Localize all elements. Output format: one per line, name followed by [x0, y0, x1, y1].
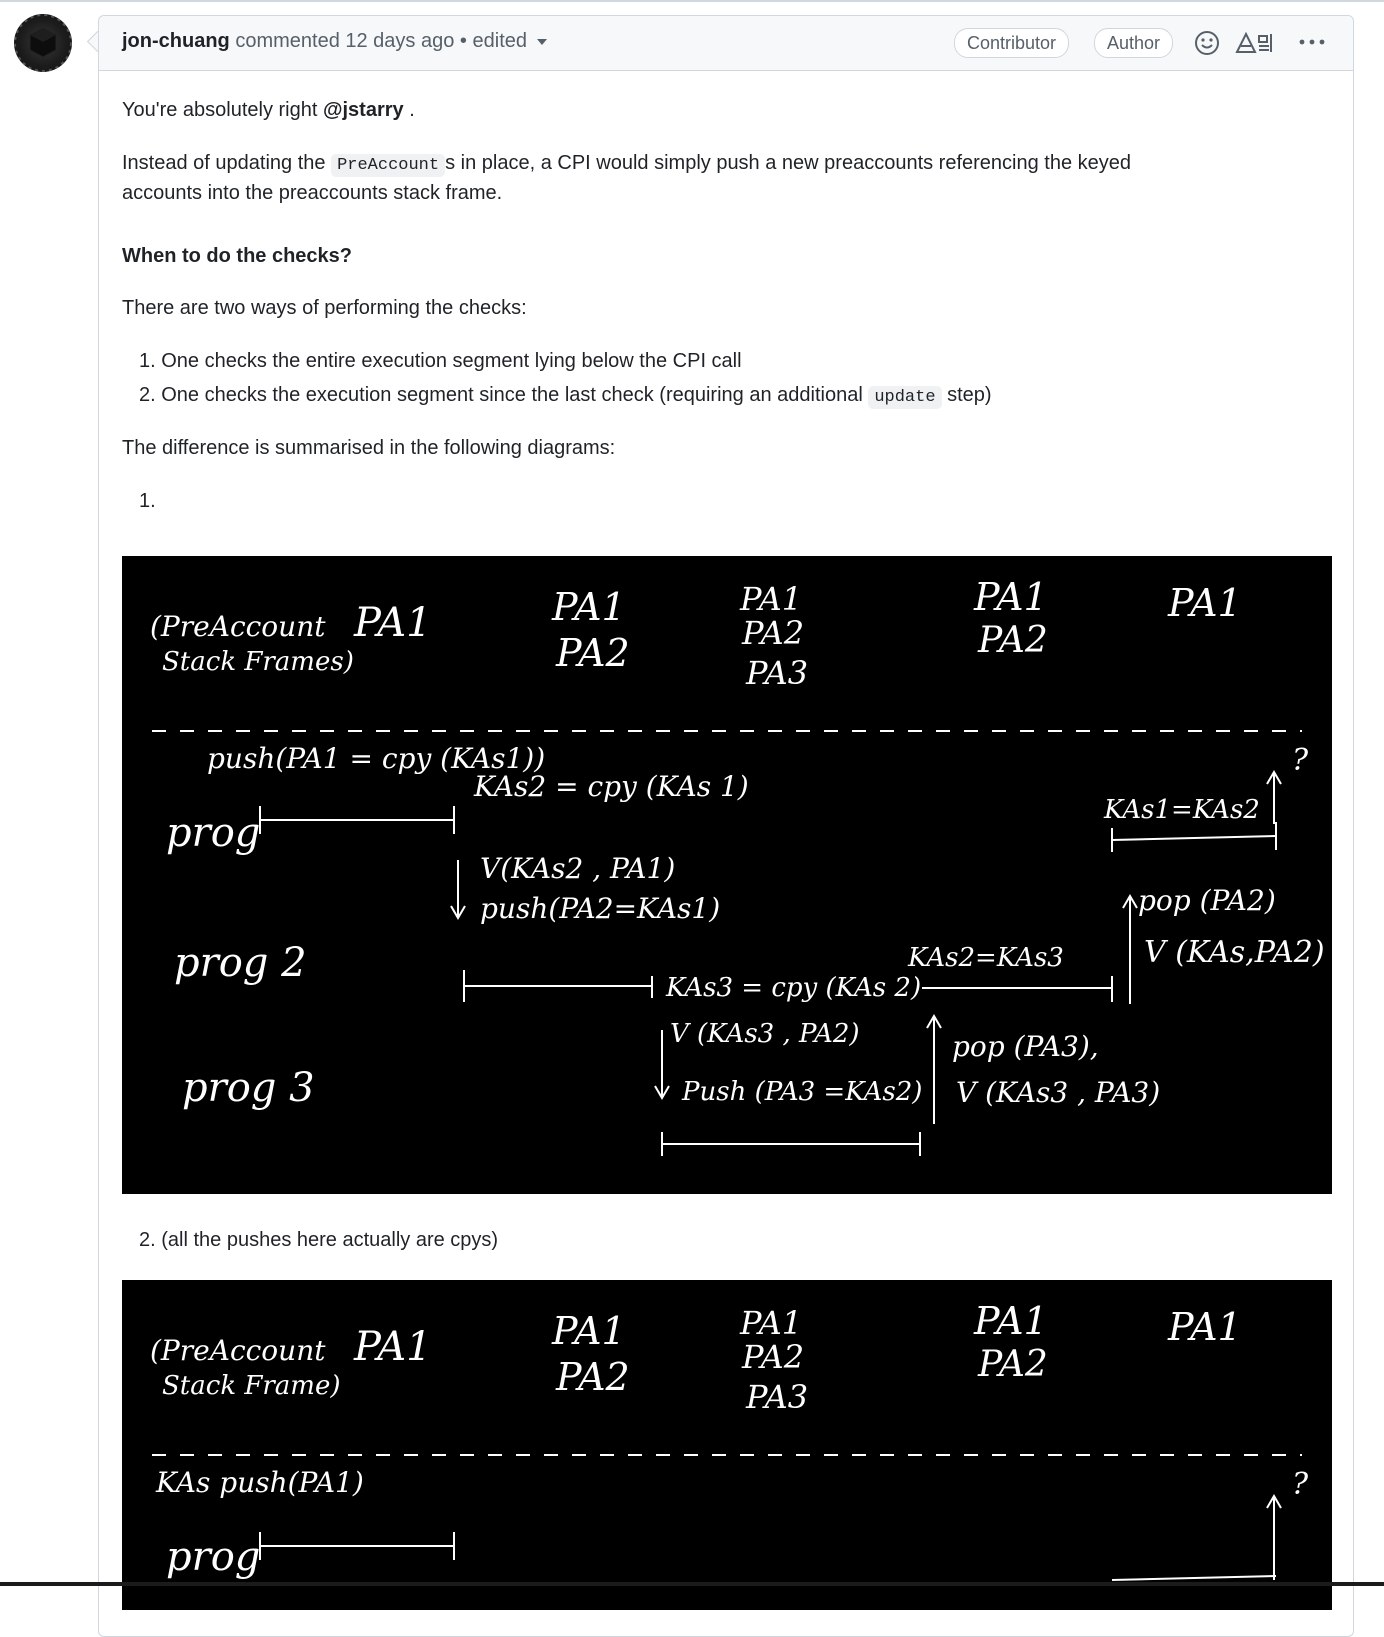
annotation-question: ?: [1292, 743, 1309, 778]
author-badge: Author: [1094, 28, 1173, 58]
prog-2-label: prog 2: [174, 940, 307, 986]
bottom-edge: [0, 1582, 1384, 1586]
smiley-icon[interactable]: [1194, 30, 1220, 56]
annotation-pop-pa2: pop (PA2): [1138, 884, 1276, 917]
more-icon[interactable]: [1297, 30, 1327, 56]
stack-col-4-pa1: PA1: [974, 575, 1048, 619]
stack-col-2-pa1: PA1: [552, 1309, 626, 1353]
author-link[interactable]: jon-chuang: [122, 30, 230, 52]
prog-1-label: prog: [166, 1534, 261, 1580]
stack-col-3-pa2: PA2: [742, 614, 805, 652]
contributor-badge: Contributor: [954, 28, 1069, 58]
list-item: 2. One checks the execution segment since the last check (requiring an additional update step): [139, 384, 992, 407]
comment-timestamp[interactable]: commented 12 days ago: [235, 30, 455, 52]
avatar[interactable]: [14, 14, 72, 72]
paragraph-2-line-2: accounts into the preaccounts stack frame.: [122, 182, 503, 204]
dot-separator: •: [459, 30, 467, 52]
annotation-kas2-eq-kas3: KAs2=KAs3: [908, 943, 1064, 973]
mention-link[interactable]: @jstarry: [323, 99, 404, 121]
annotation-kas1-eq-kas2: KAs1=KAs2: [1104, 795, 1260, 825]
stack-col-2-pa2: PA2: [556, 631, 630, 675]
stack-col-3-pa3: PA3: [746, 654, 809, 692]
inline-code: update: [868, 386, 941, 409]
prog-3-label: prog 3: [182, 1065, 315, 1111]
stack-col-2-pa1: PA1: [552, 585, 626, 629]
chevron-down-icon[interactable]: [537, 39, 547, 45]
stack-col-4-pa2: PA2: [978, 1344, 1048, 1385]
annotation-verify-kas2: V(KAs2 , PA1): [480, 852, 676, 885]
section-heading: When to do the checks?: [122, 245, 353, 267]
stack-col-1-pa1: PA1: [354, 1324, 432, 1370]
stack-col-4-pa1: PA1: [974, 1299, 1048, 1343]
annotation-verify-pa2: V (KAs,PA2): [1144, 935, 1325, 970]
prog-1-label: prog: [166, 810, 261, 856]
paragraph-2: Instead of updating the PreAccount s in place, a CPI would simply push a new preaccounts referencing the keyed: [122, 152, 1132, 175]
annotation-pop-pa3: pop (PA3),: [952, 1030, 1099, 1063]
annotation-question: ?: [1292, 1467, 1309, 1502]
paragraph-3: There are two ways of performing the checks:: [122, 297, 527, 319]
paragraph-1: You're absolutely right @jstarry .: [122, 99, 415, 121]
top-divider: [0, 0, 1384, 2]
diagram-list-item-2: 2. (all the pushes here actually are cpys): [139, 1229, 499, 1251]
stack-label-line-1: (PreAccount: [150, 610, 326, 643]
stack-col-4-pa2: PA2: [978, 620, 1048, 661]
paragraph-4: The difference is summarised in the following diagrams:: [122, 437, 616, 459]
stack-col-3-pa2: PA2: [742, 1338, 805, 1376]
annotation-kas2-cpy: KAs2 = cpy (KAs 1): [474, 770, 749, 803]
stack-label-line-2: Stack Frame): [162, 1371, 341, 1401]
stack-col-3-pa3: PA3: [746, 1378, 809, 1416]
annotation-push-pa2: push(PA2=KAs1): [480, 892, 721, 925]
diagram-2-image: [122, 1280, 1332, 1610]
comment-box: [98, 15, 1354, 1637]
stack-col-5-pa1: PA1: [1168, 581, 1242, 625]
annotation-kas3-cpy: KAs3 = cpy (KAs 2): [666, 973, 922, 1003]
execution-segments: [260, 1496, 1281, 1580]
list-item: 1. One checks the entire execution segment lying below the CPI call: [139, 350, 742, 372]
diagram-1-image: [122, 556, 1332, 1194]
annotation-push-pa3: Push (PA3 =KAs2): [682, 1077, 923, 1107]
stack-col-3-pa1: PA1: [740, 580, 803, 618]
stack-col-1-pa1: PA1: [354, 600, 432, 646]
annotation-kas-push-pa1: KAs push(PA1): [156, 1466, 364, 1499]
stack-label-line-1: (PreAccount: [150, 1334, 326, 1367]
stack-label-line-2: Stack Frames): [162, 647, 354, 677]
edited-dropdown[interactable]: edited: [472, 30, 527, 52]
diagram-list-number-1: 1.: [139, 490, 156, 512]
inline-code: PreAccount: [331, 154, 445, 177]
comment-meta: [122, 30, 547, 53]
stack-col-5-pa1: PA1: [1168, 1305, 1242, 1349]
annotation-verify-kas3: V (KAs3 , PA2): [670, 1019, 860, 1049]
annotation-push-pa1: push(PA1 = cpy (KAs1)): [207, 742, 546, 775]
translate-icon[interactable]: [1235, 30, 1277, 56]
annotation-verify-pa3: V (KAs3 , PA3): [956, 1076, 1161, 1109]
stack-col-3-pa1: PA1: [740, 1304, 803, 1342]
comment-header: [99, 16, 1353, 71]
stack-col-2-pa2: PA2: [556, 1355, 630, 1399]
